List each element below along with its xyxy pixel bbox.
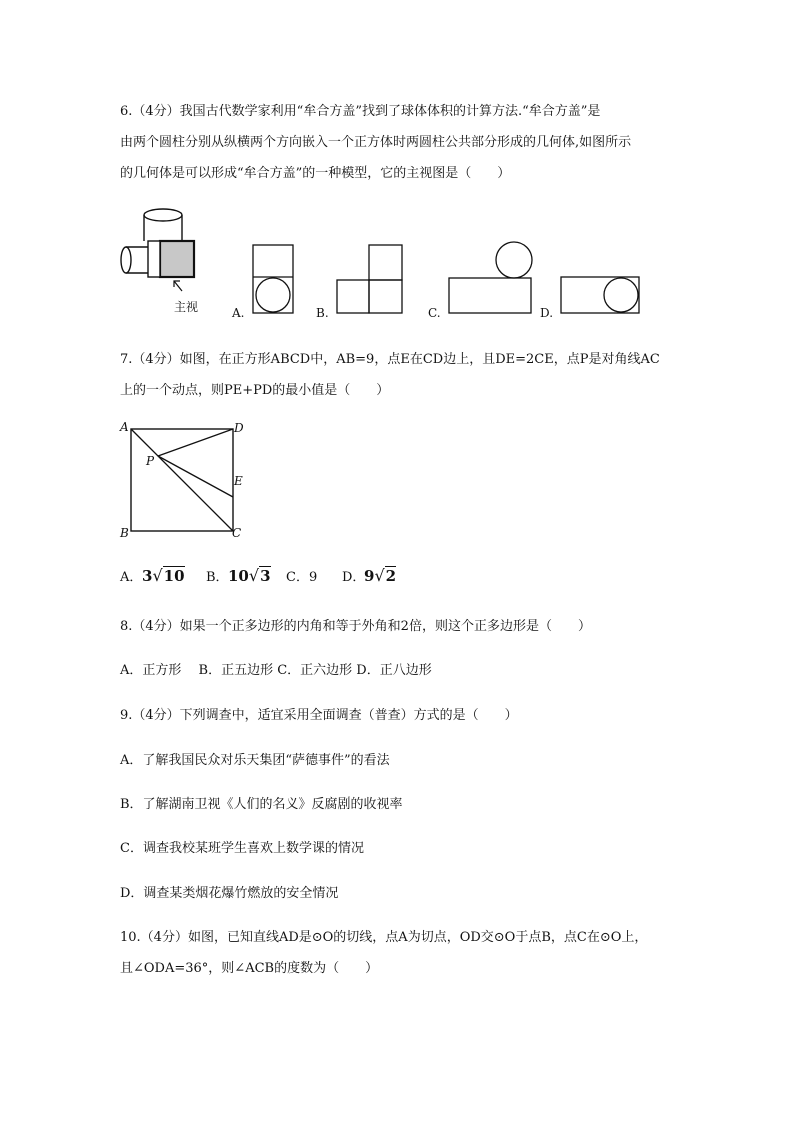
q6-text-line2: 由两个圆柱分别从纵横两个方向嵌入一个正方体时两圆柱公共部分形成的几何体,如图所示: [120, 135, 632, 150]
q9-option-c: C．调查我校某班学生喜欢上数学课的情况: [120, 841, 364, 856]
q6-option-d-label: D.: [540, 306, 554, 320]
q6-option-a-label: A.: [232, 306, 245, 320]
q7-option-b: B．: [206, 570, 229, 585]
q7-option-b-value: 10√3: [228, 566, 271, 585]
q7-point-a: A: [120, 420, 129, 434]
q6-view-label: 主视: [174, 300, 199, 314]
q6-text-line3: 的几何体是可以形成“牟合方盖”的一种模型，它的主视图是（ ）: [120, 166, 511, 181]
q7-option-a: A．: [120, 570, 143, 585]
q9-option-d: D．调查某类烟花爆竹燃放的安全情况: [120, 886, 339, 901]
q7-option-c: C．9: [286, 570, 318, 585]
q7-option-d: D．: [342, 570, 366, 585]
q6-option-b-label: B.: [316, 306, 329, 320]
q7-text-line1: 7.（4分）如图，在正方形ABCD中，AB=9，点E在CD边上，且DE=2CE，点P是对角线AC: [120, 352, 660, 367]
q7-option-a-value: 3√10: [142, 566, 185, 585]
q10-text-line2: 且∠ODA=36°，则∠ACB的度数为（ ）: [120, 961, 379, 976]
q8-options: A．正方形 B．正五边形 C．正六边形 D．正八边形: [120, 663, 432, 678]
q7-point-b: B: [120, 526, 129, 540]
q6-option-d-figure: [560, 276, 642, 316]
q6-text-line1: 6.（4分）我国古代数学家利用“牟合方盖”找到了球体体积的计算方法.“牟合方盖”是: [120, 104, 601, 119]
q6-option-b-figure: [336, 244, 406, 316]
q10-text-line1: 10.（4分）如图，已知直线AD是⊙O的切线，点A为切点，OD交⊙O于点B，点C在⊙O上，: [120, 930, 648, 945]
q7-option-d-value: 9√2: [364, 566, 397, 585]
q6-option-c-figure: [448, 240, 534, 316]
q9-option-a: A．了解我国民众对乐天集团“萨德事件”的看法: [120, 753, 390, 768]
q9-text: 9.（4分）下列调查中，适宜采用全面调查（普查）方式的是（ ）: [120, 708, 518, 723]
q7-point-c: C: [232, 526, 242, 540]
q7-text-line2: 上的一个动点，则PE+PD的最小值是（ ）: [120, 383, 390, 398]
q7-point-p: P: [146, 454, 155, 468]
q8-text: 8.（4分）如果一个正多边形的内角和等于外角和2倍，则这个正多边形是（ ）: [120, 619, 591, 634]
q6-option-c-label: C.: [428, 306, 441, 320]
q6-option-a-figure: [252, 244, 296, 316]
q9-option-b: B．了解湖南卫视《人们的名义》反腐剧的收视率: [120, 797, 403, 812]
q7-point-d: D: [234, 421, 244, 435]
q7-point-e: E: [234, 474, 243, 488]
